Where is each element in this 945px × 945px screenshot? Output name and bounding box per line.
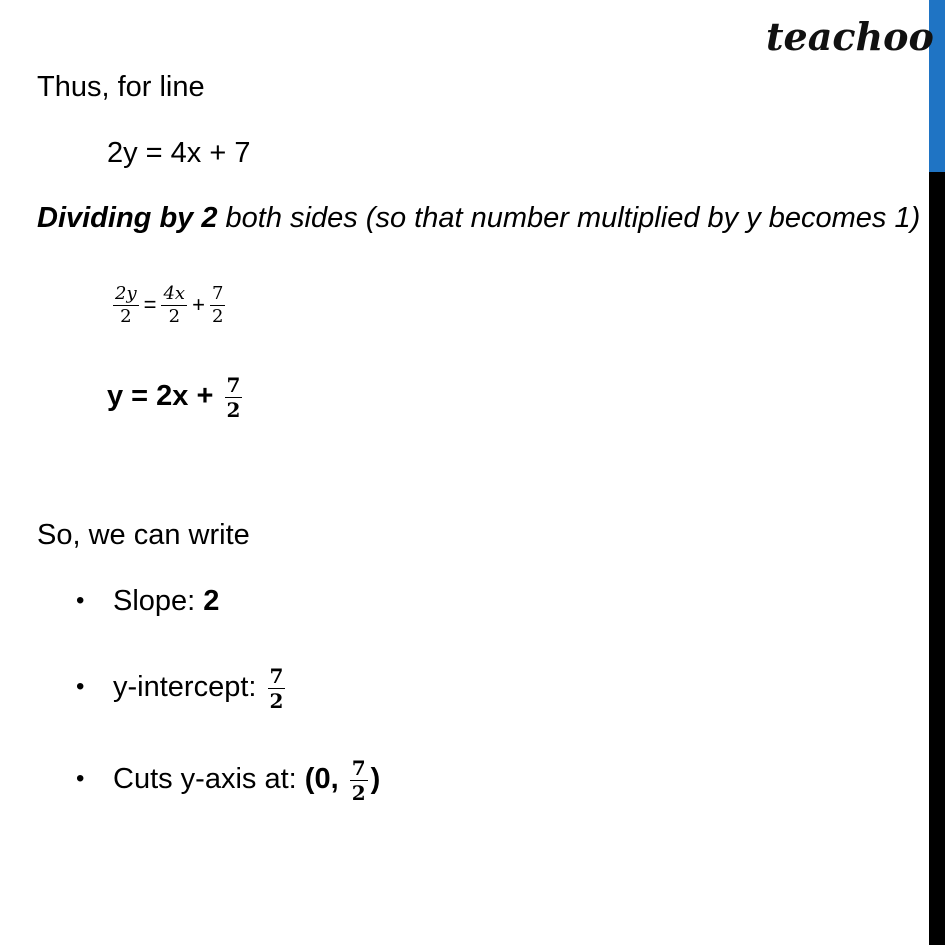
term1-fraction [161,282,187,327]
intercept-label: y-intercept: [113,671,265,703]
dividing-bold: Dividing by 2 [37,202,218,234]
dividing-line [37,201,920,235]
cuts-close: ) [370,763,381,795]
cuts-numerator: 7 [351,755,366,780]
cuts-item [113,749,380,809]
teachoo-logo: teachoo [766,14,934,59]
term1-denominator: 2 [168,305,181,327]
intercept-fraction [268,663,286,713]
cuts-label: Cuts y-axis at: [113,763,305,795]
result-fraction [225,372,243,422]
slope-label: Slope: [113,585,204,617]
result-numerator: 7 [226,372,241,397]
result-equation [107,366,245,426]
equals-sign: = [143,292,157,318]
lhs-numerator: 2y [115,282,137,304]
so-write-line: So, we can write [37,519,250,551]
lhs-fraction [113,282,139,327]
equation-line: 2y = 4x + 7 [107,137,251,169]
slope-value: 2 [203,585,220,617]
result-denominator: 2 [226,397,241,422]
intro-line: Thus, for line [37,71,205,103]
term2-fraction [210,282,225,327]
term2-numerator: 7 [211,282,224,304]
fraction-equation [110,274,228,335]
intercept-denominator: 2 [269,688,284,713]
cuts-denominator: 2 [351,780,366,805]
bullet-icon: • [76,673,85,700]
term1-numerator: 4x [163,282,186,304]
bullet-icon: • [76,587,85,614]
lhs-denominator: 2 [120,305,132,327]
cuts-fraction [350,755,368,805]
plus-sign: + [192,292,205,318]
term2-denominator: 2 [211,305,224,327]
cuts-open: (0, [304,763,347,795]
bullet-icon: • [76,765,85,792]
result-prefix: y = 2x + [107,380,222,412]
dividing-rest: both sides (so that number multiplied by y becomes 1) [217,202,921,234]
intercept-numerator: 7 [269,663,284,688]
intercept-item [113,657,288,717]
sidebar-gap [919,0,929,945]
slope-item [113,584,219,618]
